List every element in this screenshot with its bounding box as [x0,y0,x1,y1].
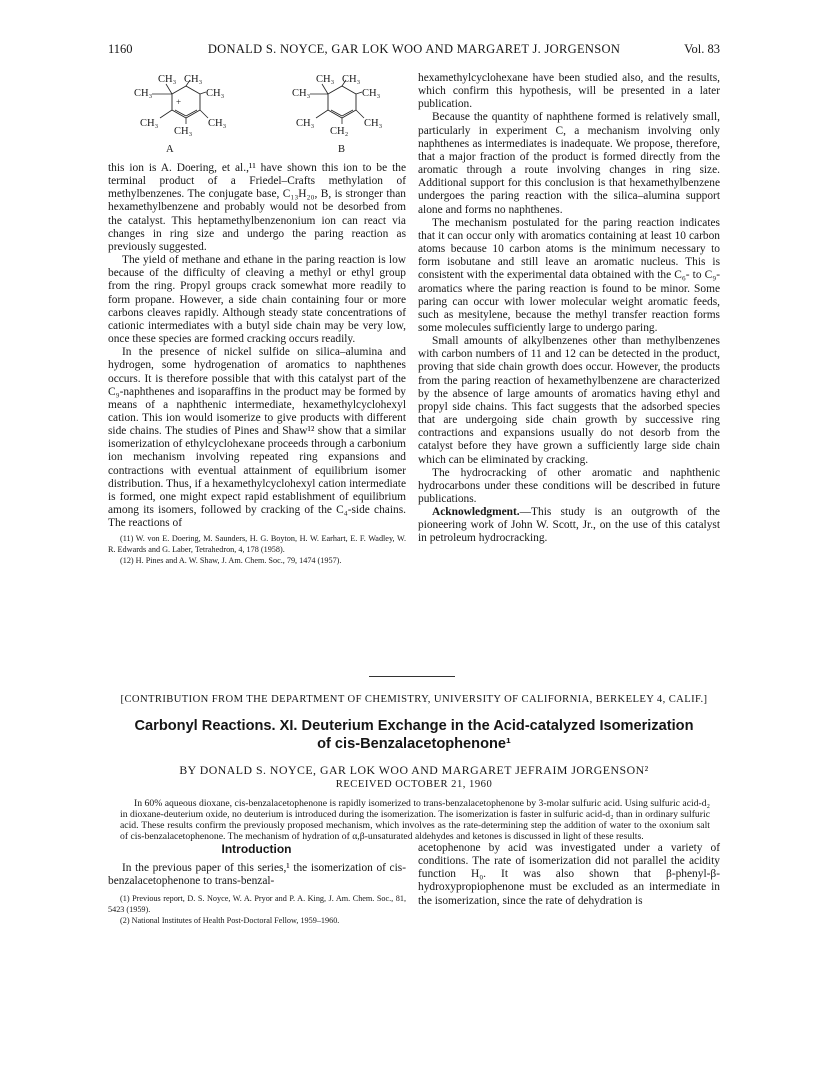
title-line-1: Carbonyl Reactions. XI. Deuterium Exchange in the Acid-catalyzed Isomerization [134,718,694,734]
abstract-text: In 60% aqueous dioxane, cis-benzalacetophenone is rapidly isomerized to trans-benzalacetophenone by 3-molar sulfuric acid. Using sulfuric acid-d₂ in dioxane-deuterium oxide, no deuterium is introduced during the isomerization. The isomerization is faster in sulfuric acid-d₂ than in ordinary sulfuric acid. These results confirm the previously proposed mechanism, which involves as the rate-determining step the addition of water to the oxonium salt of cis-benzalacetophenone. The mechanism of hydration of α,β-unsaturated aldehydes and ketones is discussed in light of these results. [120,798,710,843]
footnote: (11) W. von E. Doering, M. Saunders, H. G. Boyton, H. W. Earhart, E. F. Wadley, W. R. Edwards and G. Laber, Tetrahedron, 4, 178 (1958). [108,534,406,554]
running-title: DONALD S. NOYCE, GAR LOK WOO AND MARGARET J. JORGENSON [207,42,621,56]
left-column [108,162,406,566]
right-paragraph: The hydrocracking of other aromatic and naphthenic hydrocarbons under these conditions will be described in future publications. [418,466,720,505]
acknowledgment [418,506,720,545]
intro-right-text: acetophenone by acid was investigated under a variety of conditions. The rate of isomerization did not parallel the acidity function H₀. It was also shown that β-phenyl-β-hydroxypropiophenone must be excluded as an intermediate in the isomerization, since the rate of dehydration is [418,842,720,907]
struct-a-top-left: CH₃ [158,74,177,85]
section-divider [369,676,455,677]
footnote: (12) H. Pines and A. W. Shaw, J. Am. Chem. Soc., 79, 1474 (1957). [120,555,342,565]
received-date: RECEIVED OCTOBER 21, 1960 [335,779,493,790]
struct-a-low-right: CH₃ [208,118,227,129]
title-line-2: of cis-Benzalacetophenone¹ [317,736,511,752]
structures-figure [120,70,420,158]
right-paragraph: Because the quantity of naphthene formed is relatively small, particularly in experiment C, a mechanism involving only naphthenes as intermediates is inadequate. We propose, therefore, that a major fraction of the product is formed directly from the aromatic through a route involving changes in ring size. Additional support for this conclusion is that hexamethylbenzene undergoes the paring reaction with the silica–alumina support alone and forms no naphthenes. [418,111,720,216]
right-paragraph: Small amounts of alkylbenzenes other than methylbenzenes with carbon numbers of 11 and 12 can be detected in the product, proving that side chain growth does occur. However, the products from the paring reaction of hexamethylbenzene are characterized by the absence of large amounts of aromatics having ethyl and propyl side chains. This fact suggests that the adsorbed species that are undergoing side chain growth by successive ring contractions and expansions usually do not desorb from the catalyst before they have grown a sufficiently large side chain which can be eliminated by cracking. [418,335,720,466]
footnote: (1) Previous report, D. S. Noyce, W. A. Pryor and P. A. King, J. Am. Chem. Soc., 81, 5423 (1959). [108,894,406,914]
struct-b-low-right: CH₃ [364,118,383,129]
struct-a-label: A [166,144,174,155]
contribution-line: [CONTRIBUTION FROM THE DEPARTMENT OF CHEMISTRY, UNIVERSITY OF CALIFORNIA, BERKELEY 4, CALIF.] [120,694,708,705]
ack-text: —This study is an outgrowth of the pioneering work of John W. Scott, Jr., on the use of this catalyst in petroleum hydrocracking. [418,506,720,545]
struct-b-left: CH₃ [292,88,311,99]
struct-b-bottom: CH₂ [330,126,349,137]
left-paragraph: this ion is A. Doering, et al.,¹¹ have shown this ion to be the terminal product of a Friedel–Crafts methylation of methylbenzenes. The conjugate base, C₁₃H₂₀, B, is stronger than hexamethylbenzene and probably would not be desorbed from the catalyst. This heptamethylbenzenonium ion can react via changes in ring size and undergo the paring reaction as previously suggested. [108,162,406,253]
running-header [108,42,720,60]
intro-footnotes [108,894,406,926]
struct-a-bottom: CH₃ [174,126,193,137]
structure-a [134,74,227,155]
byline: BY DONALD S. NOYCE, GAR LOK WOO AND MARGARET JEFRAIM JORGENSON² [179,763,649,777]
volume-label: Vol. 83 [684,42,720,56]
left-footnotes [108,534,406,566]
intro-left-column [108,862,406,926]
struct-a-left: CH₃ [134,88,153,99]
struct-b-top-left: CH₃ [316,74,335,85]
struct-a-low-left: CH₃ [140,118,159,129]
struct-b-low-left: CH₃ [296,118,315,129]
intro-left-text: In the previous paper of this series,¹ the isomerization of cis-benzalacetophenone to trans-benzal- [108,862,406,888]
struct-a-plus: + [176,97,182,107]
abstract [120,798,710,842]
struct-a-right: CH₃ [206,88,225,99]
intro-right-column [418,842,720,908]
introduction-heading: Introduction [221,842,292,856]
struct-a-top-right: CH₃ [184,74,203,85]
page-number: 1160 [108,42,133,56]
article-title [108,717,720,753]
struct-b-label: B [338,144,346,155]
ack-label: Acknowledgment. [432,506,520,519]
right-column [418,72,720,546]
right-paragraph: The mechanism postulated for the paring reaction indicates that it can occur only with aromatics containing at least 10 carbon atoms because 10 carbon atoms is the minimum necessary to form isobutane and still leave an aromatic nucleus. This is consistent with the experimental data obtained with the C₆- to C₉-aromatics where the paring reaction is found to be minor. Some paring can occur with lower molecular weight aromatic feeds, such as mesitylene, because the methyl transfer reaction forms some molecules sufficiently large to undergo paring. [418,216,720,334]
struct-b-right: CH₃ [362,88,381,99]
right-paragraph: hexamethylcyclohexane have been studied also, and the results, which confirm this hypothesis, will be presented in a later publication. [418,72,720,111]
structure-b [292,74,383,155]
left-paragraph: The yield of methane and ethane in the paring reaction is low because of the difficulty of cleaving a methyl or ethyl group from the ring. Propyl groups crack somewhat more readily to form propane. However, a side chain containing four or more carbons cleaves rapidly. Although steady state concentrations of cationic intermediates with a butyl side chain may be very low, once these species are formed cracking occurs readily. [108,254,406,346]
left-paragraph: In the presence of nickel sulfide on silica–alumina and hydrogen, some hydrogenation of aromatics to naphthenes occurs. It is therefore possible that with this catalyst part of the C₉-naphthenes and isoparaffins in the product may be formed by means of a naphthenic intermediate, hexamethylcyclohexyl cation. This ion would isomerize to give products with different side chains. The studies of Pines and Shaw¹² show that a similar isomerization of ethylcyclohexane proceeds through a carbonium ion mechanism involving repeated ring expansions and contractions with eventual attainment of equilibrium isomer distribution. Thus, if a hexamethylcyclohexyl cation intermediate is formed, one might expect rapid establishment of equilibrium among its isomers, followed by cracking of the C₄-side chains. The reactions of [108,346,406,530]
footnote: (2) National Institutes of Health Post-Doctoral Fellow, 1959–1960. [120,915,340,925]
struct-b-top-right: CH₃ [342,74,361,85]
